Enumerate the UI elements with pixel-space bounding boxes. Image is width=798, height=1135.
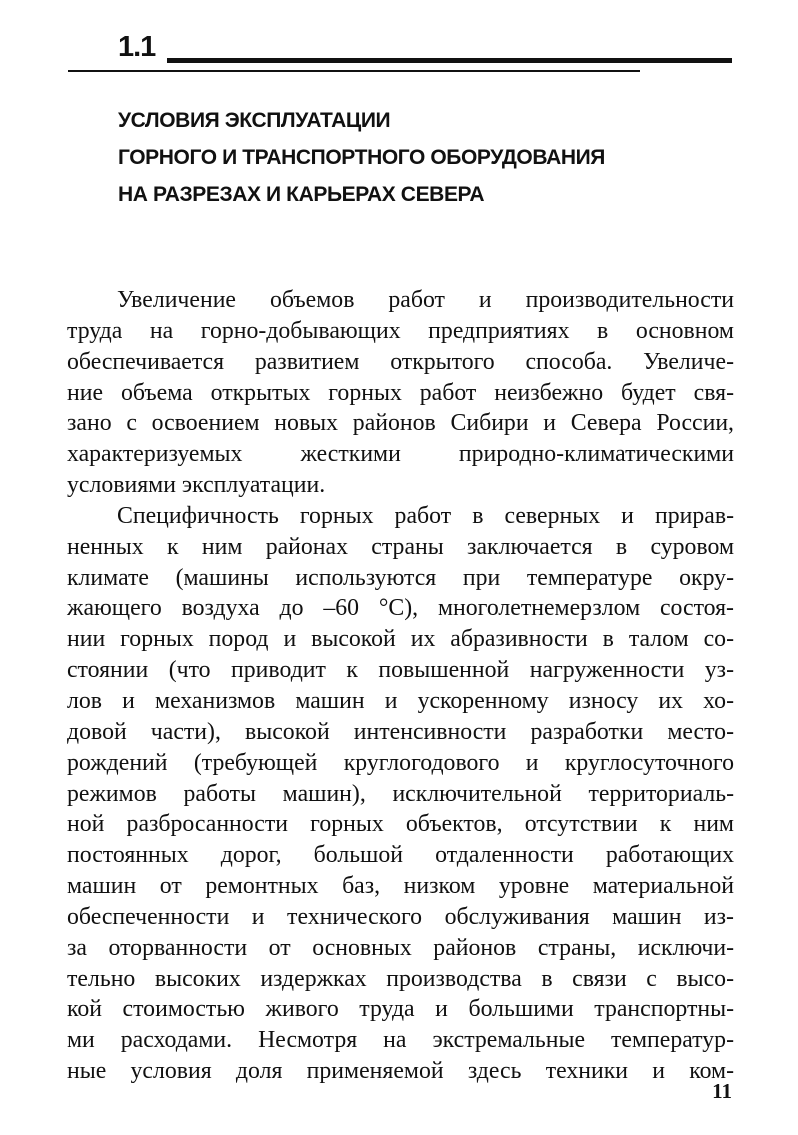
text-line: ненных к ним районах страны заключается в суровом	[67, 533, 734, 560]
section-title-line: НА РАЗРЕЗАХ И КАРЬЕРАХ СЕВЕРА	[118, 183, 485, 206]
paragraph	[67, 501, 734, 1087]
text-line: жающего воздуха до –60 °С), многолетнемерзлом состоя-	[67, 595, 734, 622]
page-number: 11	[712, 1079, 732, 1103]
text-line: характеризуемых жесткими природно-климатическими	[67, 441, 734, 468]
text-line: ной разбросанности горных объектов, отсутствии к ним	[67, 811, 734, 838]
paragraph	[67, 285, 734, 501]
header-rule-thick	[167, 58, 732, 63]
text-line: стоянии (что приводит к повышенной нагруженности уз-	[67, 657, 734, 684]
text-line: Специфичность горных работ в северных и прирав-	[117, 502, 734, 529]
text-line: лов и механизмов машин и ускоренному износу их хо-	[67, 687, 734, 714]
section-title-line: ГОРНОГО И ТРАНСПОРТНОГО ОБОРУДОВАНИЯ	[118, 146, 605, 169]
text-line: обеспечивается развитием открытого способа. Увеличе-	[67, 348, 734, 375]
body-text	[67, 285, 734, 1087]
text-line: машин от ремонтных баз, низком уровне материальной	[67, 873, 734, 900]
text-line: режимов работы машин), исключительной территориаль-	[67, 780, 734, 807]
text-line: рождений (требующей круглогодового и круглосуточного	[67, 749, 734, 776]
text-line: ные условия доля применяемой здесь техники и ком-	[67, 1058, 734, 1085]
text-line: кой стоимостью живого труда и большими транспортны-	[67, 996, 734, 1023]
section-title-line: УСЛОВИЯ ЭКСПЛУАТАЦИИ	[118, 109, 391, 132]
header-rule-thin	[68, 70, 640, 72]
text-line: Увеличение объемов работ и производительности	[117, 287, 734, 313]
text-line: тельно высоких издержках производства в связи с высо-	[67, 965, 734, 992]
text-line: зано с освоением новых районов Сибири и Севера России,	[67, 410, 734, 437]
text-line: постоянных дорог, большой отдаленности работающих	[67, 842, 734, 869]
text-line: труда на горно-добывающих предприятиях в основном	[67, 317, 734, 344]
text-line: ми расходами. Несмотря на экстремальные температур-	[67, 1027, 734, 1054]
text-line: климате (машины используются при температуре окру-	[67, 564, 734, 591]
section-title	[118, 102, 605, 213]
text-line: довой части), высокой интенсивности разработки место-	[67, 718, 734, 745]
section-number: 1.1	[118, 31, 156, 63]
text-line: обеспеченности и технического обслуживания машин из-	[67, 903, 734, 930]
text-line: ние объема открытых горных работ неизбежно будет свя-	[67, 379, 734, 406]
text-line: условиями эксплуатации.	[67, 472, 326, 499]
text-line: нии горных пород и высокой их абразивности в талом со-	[67, 626, 734, 653]
text-line: за оторванности от основных районов страны, исключи-	[67, 934, 734, 961]
